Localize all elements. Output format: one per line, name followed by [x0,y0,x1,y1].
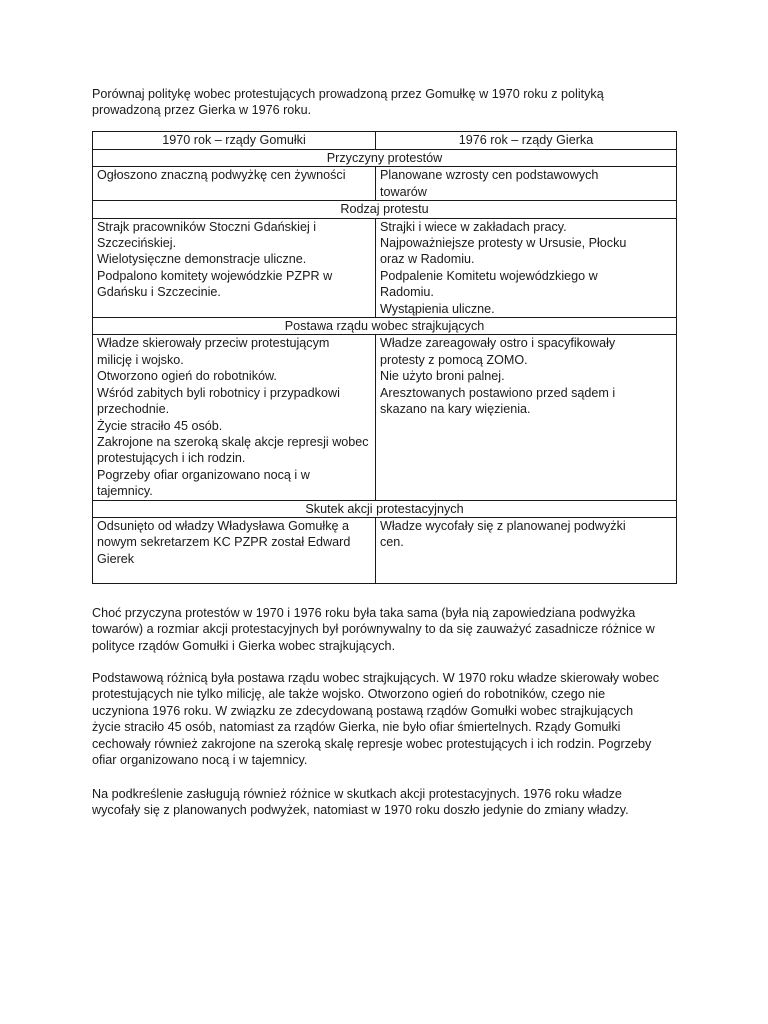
paragraph-summary [92,605,682,654]
text-line: Odsunięto od władzy Władysława Gomułkę a [97,518,349,533]
text-line: milicję i wojsko. [97,352,184,367]
section-title-protest-type: Rodzaj protestu [93,201,677,218]
section-row [93,201,677,218]
table-header-row [93,132,677,150]
cell-1976 [376,517,677,583]
text-line: Władze zareagowały ostro i spacyfikowały [380,336,616,351]
text-line: cen. [380,535,404,550]
cell-1970 [93,218,376,317]
text-line: Choć przyczyna protestów w 1970 i 1976 roku była taka sama (była nią zapowiedziana podwyżka [92,606,636,620]
text-line: ofiar organizowano nocą i w tajemnicy. [92,753,308,768]
text-line: protesty z pomocą ZOMO. [380,352,528,367]
text-line: Władze skierowały przeciw protestującym [97,336,330,351]
text-line: prowadzoną przez Gierka w 1976 roku. [92,103,312,118]
text-line: towarów) a rozmiar akcji protestacyjnych był porównywalny to da się zauważyć zasadnicze różnice w [92,622,655,637]
text-line: Wśród zabitych byli robotnicy i przypadkowi [97,385,340,400]
text-line: uczyniona 1976 roku. W związku ze zdecydowaną postawą rządów Gomułki wobec strajkujących [92,703,634,718]
table-row [93,517,677,583]
text-line: Wystąpienia uliczne. [380,301,495,316]
text-line: protestujących i ich rodzin. [97,451,246,466]
section-title-causes: Przyczyny protestów [93,150,677,167]
text-line: Otworzono ogień do robotników. [97,369,277,384]
text-line: Pogrzeby ofiar organizowano nocą i w [97,467,310,482]
text-line: tajemnicy. [97,484,153,499]
text-line: Życie straciło 45 osób. [97,418,223,433]
section-title-government-stance: Postawa rządu wobec strajkujących [93,318,677,335]
text-line: Władze wycofały się z planowanej podwyżki [380,518,626,533]
cell-1970 [93,167,376,201]
text-line: towarów [380,184,427,199]
text-line: Na podkreślenie zasługują również różnice w skutkach akcji protestacyjnych. 1976 roku władze [92,787,622,801]
table-row [93,218,677,317]
section-row [93,500,677,517]
section-title-outcome: Skutek akcji protestacyjnych [93,500,677,517]
text-line: Zakrojone na szeroką skalę akcje represji wobec [97,434,369,449]
table-row [93,335,677,500]
text-line: Planowane wzrosty cen podstawowych [380,168,599,183]
cell-1970 [93,335,376,500]
cell-1976 [376,218,677,317]
text-line: Gdańsku i Szczecinie. [97,285,221,300]
text-line: wycofały się z planowanych podwyżek, natomiast w 1970 roku doszło jedynie do zmiany władzy. [92,803,629,818]
text-line: przechodnie. [97,402,170,417]
paragraph-main-difference [92,670,682,768]
cell-1976 [376,335,677,500]
text-line: Aresztowanych postawiono przed sądem i [380,385,616,400]
column-header-1976: 1976 rok – rządy Gierka [376,132,677,150]
text-line: polityce rządów Gomułki i Gierka wobec strajkujących. [92,638,396,653]
text-line: Strajk pracowników Stoczni Gdańskiej i [97,219,317,234]
section-row [93,150,677,167]
text-line: cechowały również zakrojone na szeroką skalę represje wobec protestujących i ich rodzin. Pogrzeby [92,736,652,751]
table-row [93,167,677,201]
comparison-table [92,131,677,584]
section-row [93,318,677,335]
text-line: Strajki i wiece w zakładach pracy. [380,219,567,234]
text-line: Najpoważniejsze protesty w Ursusie, Płocku [380,236,627,251]
text-line: Szczecińskiej. [97,236,177,251]
text-line: skazano na kary więzienia. [380,402,531,417]
cell-1970 [93,517,376,583]
question-prompt [92,86,682,119]
text-line: życie straciło 45 osób, natomiast za rządów Gierka, nie było ofiar śmiertelnych. Rządy Gomułki [92,720,621,735]
text-line: Podstawową różnicą była postawa rządu wobec strajkujących. W 1970 roku władze skierowały wobec [92,671,659,685]
text-line: Nie użyto broni palnej. [380,369,505,384]
cell-1976 [376,167,677,201]
text-line: Porównaj politykę wobec protestujących prowadzoną przez Gomułkę w 1970 roku z polityką [92,87,604,101]
text-line: Podpalenie Komitetu wojewódzkiego w [380,268,598,283]
text-line: Podpalono komitety wojewódzkie PZPR w [97,268,333,283]
text-line: protestujących nie tylko milicję, ale także wojsko. Otworzono ogień do robotników, czego nie [92,687,606,702]
text-line: Gierek [97,551,135,566]
text-line: nowym sekretarzem KC PZPR został Edward [97,535,351,550]
text-line: Wielotysięczne demonstracje uliczne. [97,252,307,267]
text-line: Radomiu. [380,285,434,300]
paragraph-outcome-difference [92,786,682,819]
text-line: oraz w Radomiu. [380,252,475,267]
text-line: Ogłoszono znaczną podwyżkę cen żywności [97,168,346,183]
column-header-1970: 1970 rok – rządy Gomułki [93,132,376,150]
